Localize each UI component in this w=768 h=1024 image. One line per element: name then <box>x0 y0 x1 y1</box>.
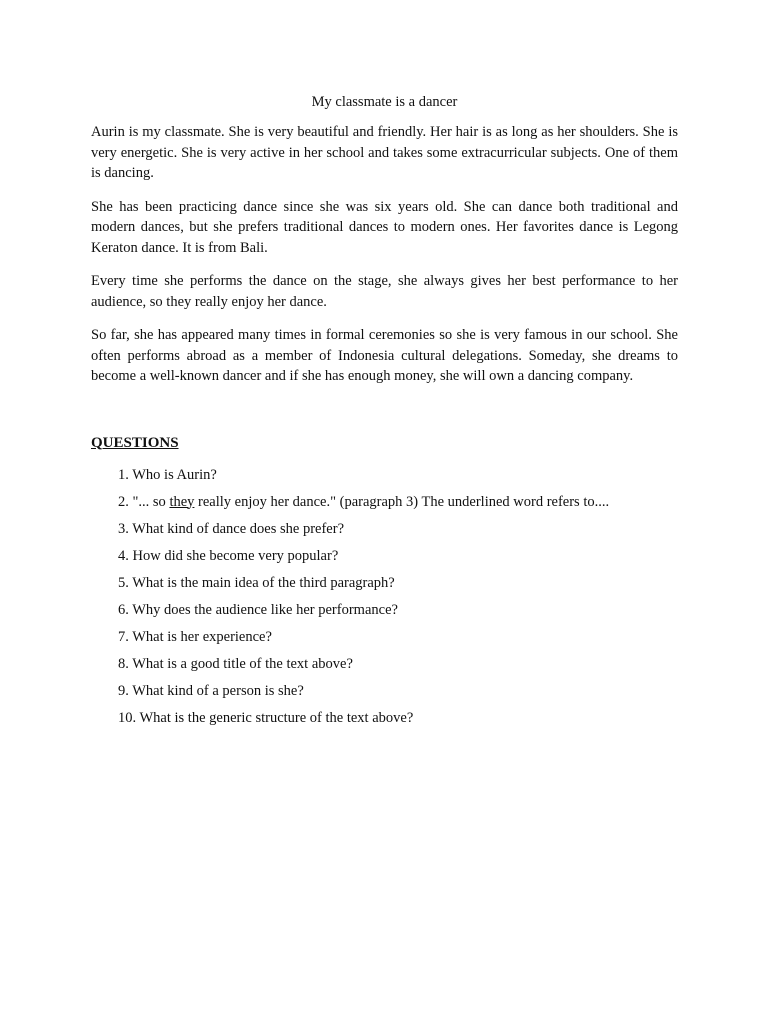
question-2 <box>118 492 678 512</box>
question-6: 6. Why does the audience like her performance? <box>118 601 398 618</box>
question-2-underlined-word: they <box>169 493 195 510</box>
question-1: 1. Who is Aurin? <box>118 466 217 483</box>
question-5: 5. What is the main idea of the third paragraph? <box>118 574 395 591</box>
question-4: 4. How did she become very popular? <box>118 547 339 564</box>
paragraph-1: Aurin is my classmate. She is very beautiful and friendly. Her hair is as long as her shoulders. She is very energetic. She is very active in her school and takes some extracurricular subjects. One of them is dancing. <box>91 124 678 181</box>
questions-heading: QUESTIONS <box>91 434 179 451</box>
document-title: My classmate is a dancer <box>311 94 458 110</box>
question-2-before: 2. "... so <box>118 493 170 510</box>
document-page <box>91 92 678 735</box>
question-3: 3. What kind of dance does she prefer? <box>118 520 345 537</box>
question-9: 9. What kind of a person is she? <box>118 682 304 699</box>
questions-list <box>91 465 678 728</box>
question-7: 7. What is her experience? <box>118 628 272 645</box>
paragraph-4: So far, she has appeared many times in formal ceremonies so she is very famous in our school. She often performs abroad as a member of Indonesia cultural delegations. Someday, she dreams to become a well-known dancer and if she has enough money, she will own a dancing company. <box>91 327 678 384</box>
question-8: 8. What is a good title of the text above? <box>118 655 353 672</box>
paragraph-2: She has been practicing dance since she was six years old. She can dance both traditional and modern dances, but she prefers traditional dances to modern ones. Her favorites dance is Legong Keraton dance. It is from Bali. <box>91 198 678 256</box>
question-10: 10. What is the generic structure of the text above? <box>118 709 414 726</box>
paragraph-3: Every time she performs the dance on the stage, she always gives her best performance to her audience, so they really enjoy her dance. <box>91 273 678 310</box>
question-2-after: really enjoy her dance." (paragraph 3) The underlined word refers to.... <box>194 493 610 510</box>
